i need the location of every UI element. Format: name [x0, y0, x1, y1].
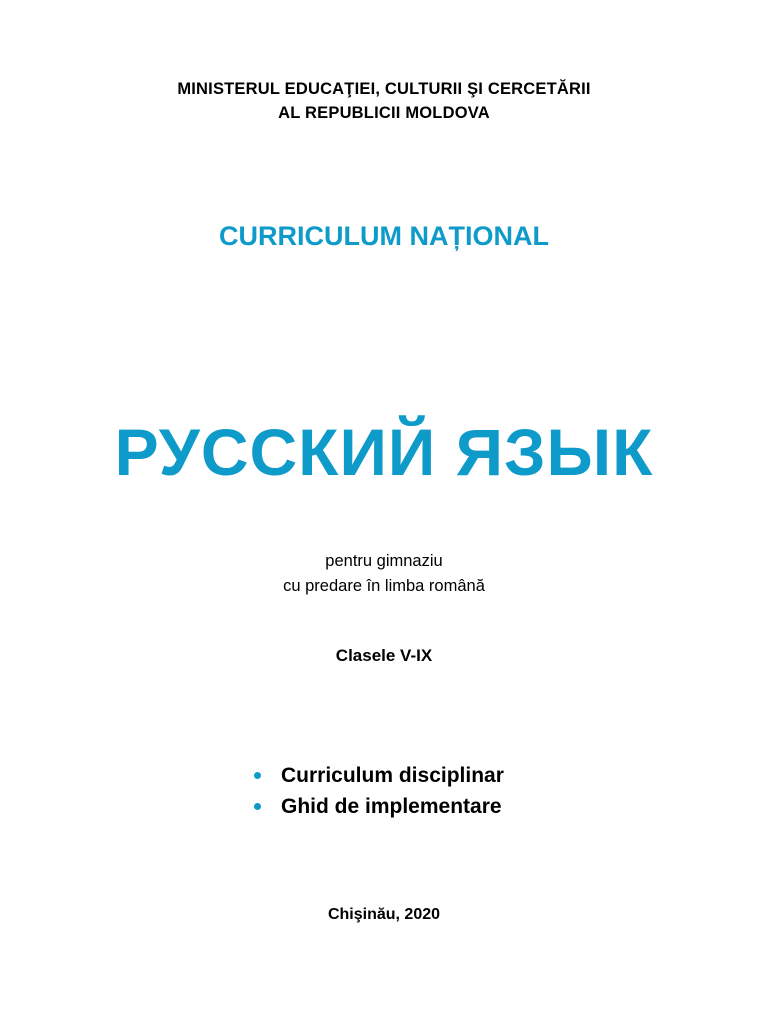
list-item-label: Curriculum disciplinar: [281, 763, 504, 787]
list-item-label: Ghid de implementare: [281, 794, 502, 818]
place-year: Chişinău, 2020: [327, 906, 441, 923]
subtitle-line-1: pentru gimnaziu: [325, 552, 443, 570]
bullet-icon: [254, 772, 261, 779]
ministry-line-2: AL REPUBLICII MOLDOVA: [278, 104, 490, 122]
curriculum-title: CURRICULUM NAȚIONAL: [219, 221, 549, 251]
main-title: РУССКИЙ ЯЗЫК: [114, 415, 654, 489]
subtitle: [0, 549, 768, 599]
ministry-header: [0, 77, 768, 125]
components-list: [253, 760, 504, 822]
subtitle-line-2: cu predare în limba română: [283, 577, 485, 595]
list-item: [253, 791, 504, 822]
list-item: [253, 760, 504, 791]
bullet-icon: [254, 803, 261, 810]
grades-label: Clasele V-IX: [335, 646, 433, 665]
ministry-line-1: MINISTERUL EDUCAŢIEI, CULTURII ŞI CERCETĂRII: [177, 80, 591, 98]
